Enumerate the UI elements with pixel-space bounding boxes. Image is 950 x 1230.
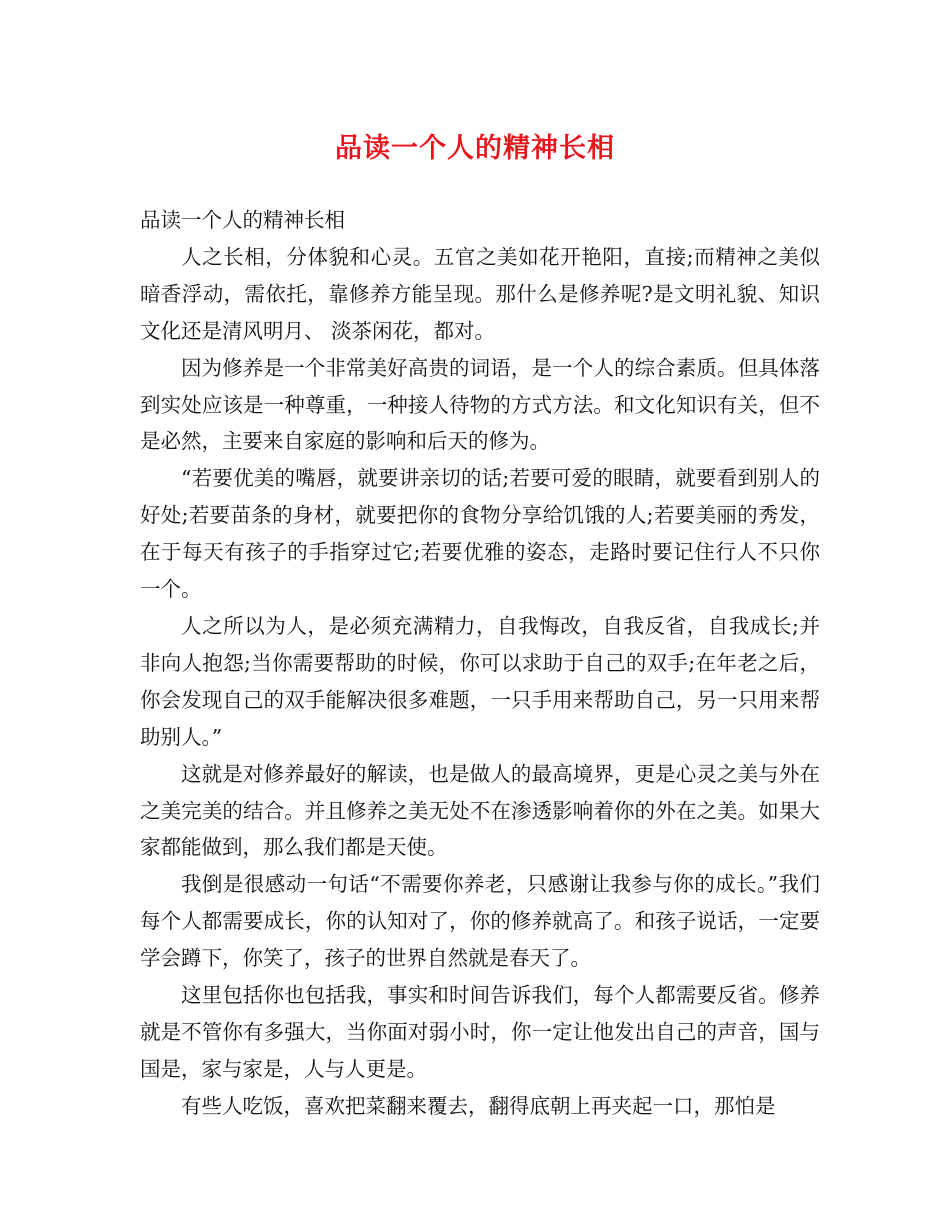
document-title: 品读一个人的精神长相 [335, 133, 615, 164]
paragraph-8: 有些人吃饭，喜欢把菜翻来覆去，翻得底朝上再夹起一口，那怕是 [181, 1093, 776, 1118]
paragraph-7: 这里包括你也包括我，事实和时间告诉我们，每个人都需要反省。修养就是不管你有多强大，当你面对弱小时，你一定让他发出自己的声音，国与国是，家与家是，人与人更是。 [140, 983, 820, 1081]
paragraph-5: 这就是对修养最好的解读，也是做人的最高境界，更是心灵之美与外在之美完美的结合。并且修养之美无处不在渗透影响着你的外在之美。如果大家都能做到，那么我们都是天使。 [140, 761, 820, 860]
paragraph-1: 人之长相，分体貌和心灵。五官之美如花开艳阳，直接;而精神之美似暗香浮动，需依托，靠修养方能呈现。那什么是修养呢?是文明礼貌、知识文化还是清风明月、 淡茶闲花，都对。 [140, 244, 820, 343]
document-subtitle: 品读一个人的精神长相 [140, 208, 345, 232]
paragraph-3: “若要优美的嘴唇，就要讲亲切的话;若要可爱的眼睛，就要看到别人的好处;若要苗条的身材，就要把你的食物分享给饥饿的人;若要美丽的秀发，在于每天有孩子的手指穿过它;若要优雅的姿态，走路时要记住行人不只你一个。 [140, 466, 820, 602]
document-body [140, 202, 820, 1125]
paragraph-4: 人之所以为人，是必须充满精力，自我悔改，自我反省，自我成长;并非向人抱怨;当你需要帮助的时候，你可以求助于自己的双手;在年老之后，你会发现自己的双手能解决很多难题，一只手用来帮助自己，另一只用来帮助别人。” [140, 613, 820, 749]
paragraph-2: 因为修养是一个非常美好高贵的词语，是一个人的综合素质。但具体落到实处应该是一种尊重，一种接人待物的方式方法。和文化知识有关，但不是必然，主要来自家庭的影响和后天的修为。 [140, 355, 820, 454]
paragraph-6: 我倒是很感动一句话“不需要你养老，只感谢让我参与你的成长。”我们每个人都需要成长，你的认知对了，你的修养就高了。和孩子说话，一定要学会蹲下，你笑了，孩子的世界自然就是春天了。 [140, 872, 820, 971]
